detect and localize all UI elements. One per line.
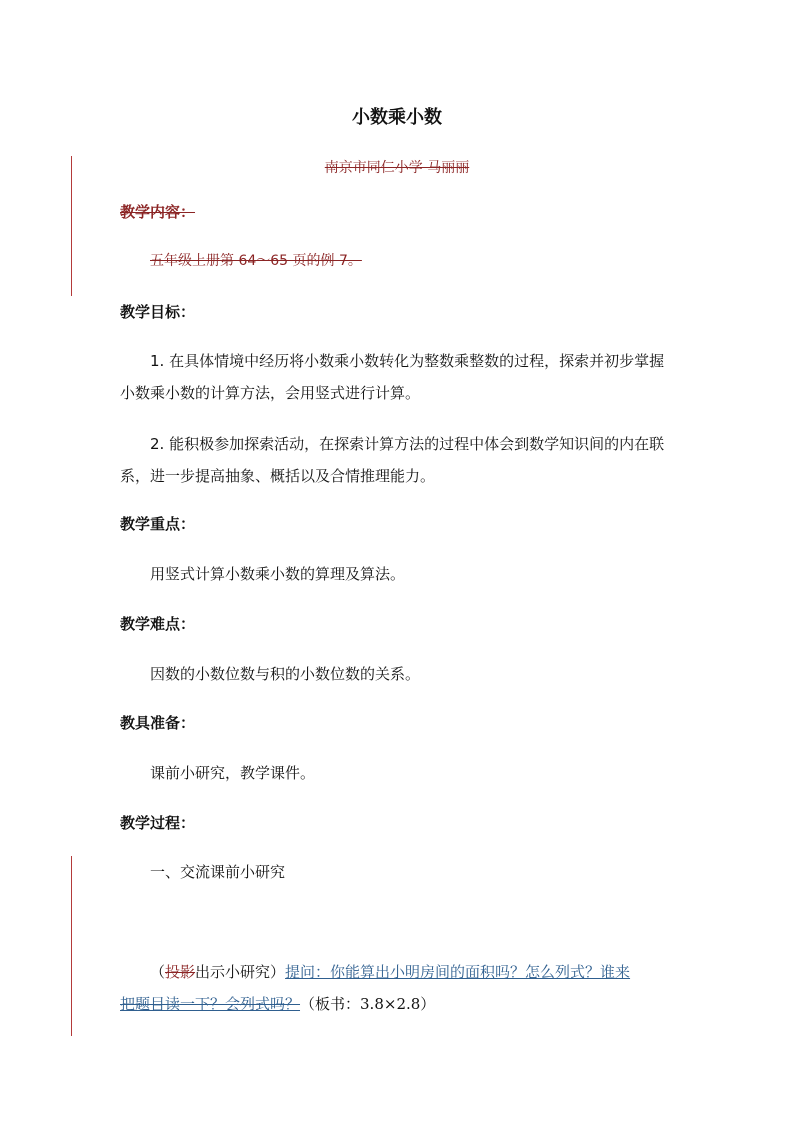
author-line: 南京市同仁小学 马丽丽 [324,160,470,176]
heading-teaching-goals: 教学目标： [120,303,196,321]
materials-text: 课前小研究，教学课件。 [150,764,316,782]
process-projection-paragraph [120,956,676,1020]
goal-item-2: 2. 能积极参加探索活动，在探索计算方法的过程中体会到数学知识间的内在联系，进一步提高抽象、概括以及合情推理能力。 [120,435,665,485]
goal-item-1: 1. 在具体情境中经历将小数乘小数转化为整数乘整数的过程，探索并初步掌握小数乘小数的计算方法，会用竖式进行计算。 [120,352,665,402]
key-points-text: 用竖式计算小数乘小数的算理及算法。 [150,565,406,583]
heading-process: 教学过程： [120,814,196,832]
document-title: 小数乘小数 [352,107,442,128]
deleted-text-projection: 投影 [165,963,196,981]
projection-rest: 出示小研究） [195,963,286,981]
heading-teaching-content: 教学内容： [120,203,196,221]
process-step-1: 一、交流课前小研究 [150,863,286,881]
difficulties-text: 因数的小数位数与积的小数位数的关系。 [150,665,421,683]
teaching-content-text: 五年级上册第 64～65 页的例 7。 [150,253,362,269]
inserted-deleted-question-text: 把题目读一下？会列式吗？ [120,995,301,1013]
board-note: （板书：3.8×2.8） [300,995,436,1013]
heading-materials: 教具准备： [120,714,196,732]
heading-difficulties: 教学难点： [120,615,196,633]
heading-key-points: 教学重点： [120,515,196,533]
inserted-question-text: 提问：你能算出小明房间的面积吗？怎么列式？谁来 [285,963,631,981]
paren-open: （ [150,963,166,981]
revision-change-bar [71,856,72,1036]
